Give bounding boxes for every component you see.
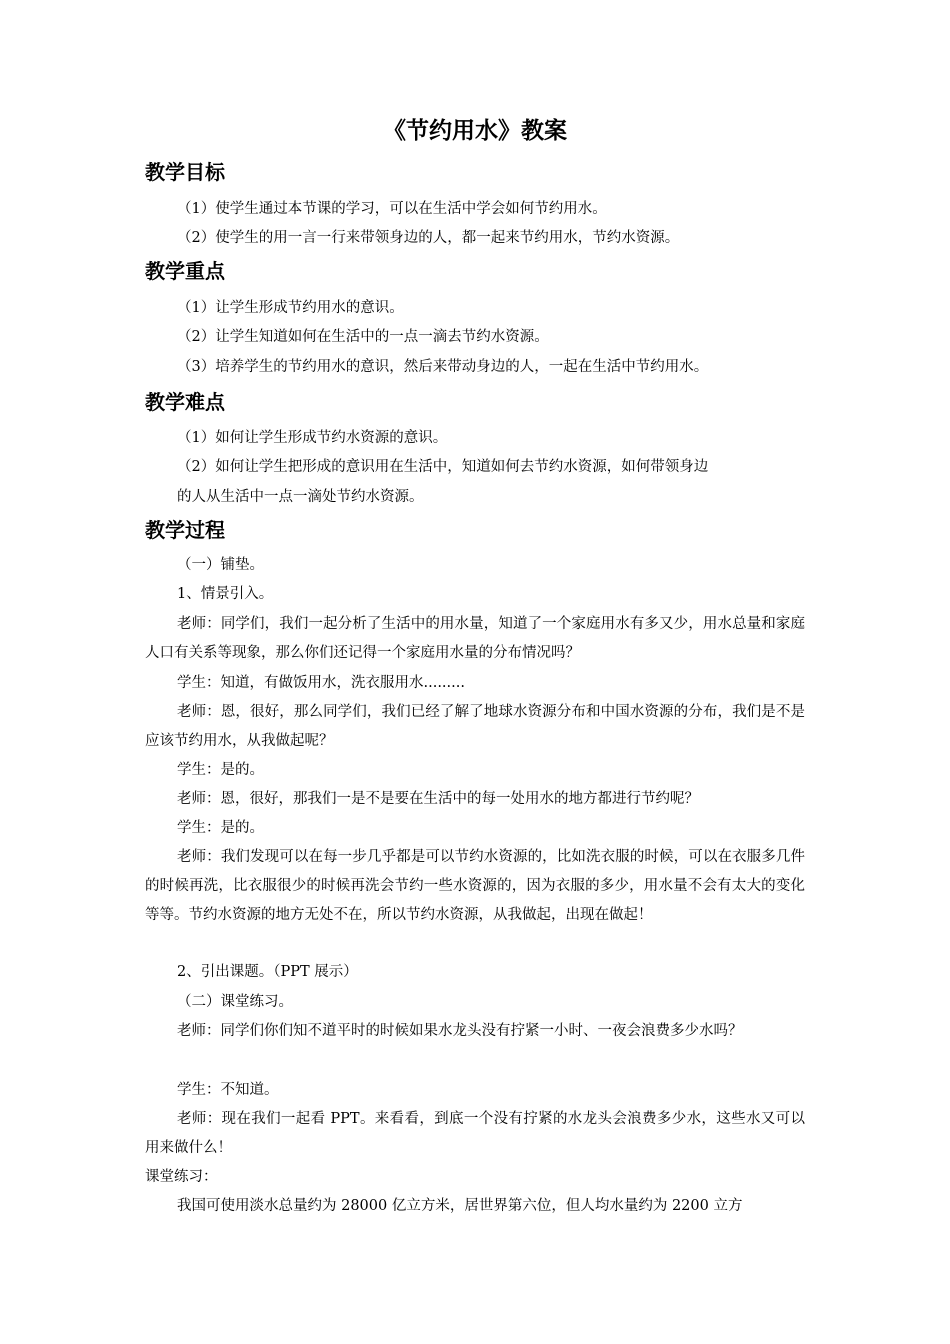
- practice-text: 我国可使用淡水总量约为 28000 亿立方米，居世界第六位，但人均水量约为 2200 立方: [177, 1198, 743, 1214]
- teacher-line-6: 老师：现在我们一起看 PPT。来看看，到底一个没有拧紧的水龙头会浪费多少水，这些水又可以用来做什么！: [145, 1111, 805, 1156]
- difficulty-item-2: （2）如何让学生把形成的意识用在生活中，知道如何去节约水资源，如何带领身边: [177, 459, 709, 475]
- student-line-4: 学生：不知道。: [177, 1082, 279, 1098]
- teacher-line-3: 老师：恩，很好，那我们一是不是要在生活中的每一处用水的地方都进行节约呢？: [177, 791, 699, 807]
- teacher-line-2: 老师：恩，很好，那么同学们，我们已经了解了地球水资源分布和中国水资源的分布，我们是不是应该节约用水，从我做起呢？: [145, 704, 805, 749]
- process-line-2: 1、情景引入。: [177, 586, 274, 602]
- difficulty-item-1: （1）如何让学生形成节约水资源的意识。: [177, 430, 448, 446]
- teacher-line-4: 老师：我们发现可以在每一步几乎都是可以节约水资源的，比如洗衣服的时候，可以在衣服多几件的时候再洗，比衣服很少的时候再洗会节约一些水资源的，因为衣服的多少，用水量不会有太大的变化等等。节约水资源的地方无处不在，所以节约水资源，从我做起，出现在做起！: [145, 849, 805, 923]
- key-point-item-2: （2）让学生知道如何在生活中的一点一滴去节约水资源。: [177, 329, 549, 345]
- page-title: 《节约用水》教案: [383, 118, 567, 144]
- teacher-line-1: 老师：同学们，我们一起分析了生活中的用水量，知道了一个家庭用水有多又少，用水总量和家庭人口有关系等现象，那么你们还记得一个家庭用水量的分布情况吗？: [145, 616, 805, 661]
- process-line-practice: （二）课堂练习。: [177, 994, 293, 1010]
- practice-label: 课堂练习：: [145, 1169, 218, 1185]
- process-line-1: （一）铺垫。: [177, 557, 264, 573]
- heading-key-points: 教学重点: [145, 259, 225, 283]
- student-line-3: 学生：是的。: [177, 820, 264, 836]
- teacher-line-5: 老师：同学们你们知不道平时的时候如果水龙头没有拧紧一小时、一夜会浪费多少水吗？: [177, 1023, 743, 1039]
- difficulty-item-2-cont: 的人从生活中一点一滴处节约水资源。: [177, 489, 424, 505]
- objective-item-2: （2）使学生的用一言一行来带领身边的人，都一起来节约用水，节约水资源。: [177, 230, 680, 246]
- heading-process: 教学过程: [145, 518, 225, 542]
- student-line-1: 学生：知道，有做饭用水，洗衣服用水.........: [177, 675, 465, 691]
- student-line-2: 学生：是的。: [177, 762, 264, 778]
- heading-difficulties: 教学难点: [145, 390, 225, 414]
- heading-objectives: 教学目标: [145, 160, 225, 184]
- key-point-item-3: （3）培养学生的节约用水的意识，然后来带动身边的人，一起在生活中节约用水。: [177, 359, 709, 375]
- process-line-topic: 2、引出课题。（PPT 展示）: [177, 964, 358, 980]
- key-point-item-1: （1）让学生形成节约用水的意识。: [177, 300, 404, 316]
- objective-item-1: （1）使学生通过本节课的学习，可以在生活中学会如何节约用水。: [177, 201, 607, 217]
